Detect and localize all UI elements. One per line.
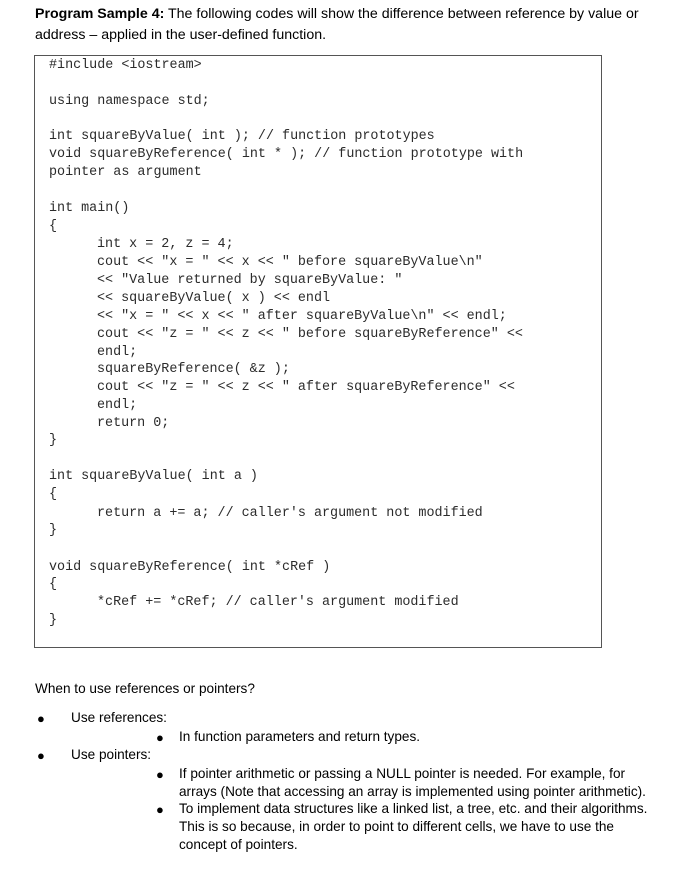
code-line: int x = 2, z = 4; <box>97 237 234 252</box>
code-line: *cRef += *cRef; // caller's argument modified <box>97 595 459 610</box>
heading-text: The following codes will show the difference between reference by value or address – applied in the user-defined function. <box>35 6 639 43</box>
use-references-label: Use references: <box>71 710 167 725</box>
code-line: } <box>49 523 58 538</box>
program-sample-heading <box>35 4 665 46</box>
code-line: using namespace std; <box>49 94 210 109</box>
references-item: In function parameters and return types. <box>179 729 421 744</box>
code-line: pointer as argument <box>49 165 202 180</box>
code-line: void squareByReference( int * ); // function prototype with <box>49 147 524 162</box>
heading-label: Program Sample 4: <box>35 6 165 22</box>
bullet-icon: ● <box>156 730 164 745</box>
code-line: int main() <box>49 201 130 216</box>
code-line: { <box>49 219 58 234</box>
bullet-icon: ● <box>37 748 45 763</box>
code-line: { <box>49 487 58 502</box>
code-line: int squareByValue( int ); // function prototypes <box>49 129 435 144</box>
code-line: endl; <box>97 398 138 413</box>
code-line: endl; <box>97 345 138 360</box>
code-line: cout << "z = " << z << " after squareByReference" << <box>97 380 515 395</box>
use-pointers-label: Use pointers: <box>71 747 152 762</box>
code-line: return a += a; // caller's argument not modified <box>97 506 483 521</box>
code-line: squareByReference( &z ); <box>97 362 290 377</box>
code-line: { <box>49 577 58 592</box>
bullet-icon: ● <box>156 802 164 817</box>
code-line: << squareByValue( x ) << endl <box>97 291 331 306</box>
pointers-item: To implement data structures like a linked list, a tree, etc. and their algorithms. This is so because, in order to point to different cells, we have to use the concept of pointers. <box>179 801 648 852</box>
question-text: When to use references or pointers? <box>35 681 255 696</box>
pointers-item: If pointer arithmetic or passing a NULL pointer is needed. For example, for arrays (Note that accessing an array is implemented using pointer arithmetic). <box>179 766 646 799</box>
code-line: void squareByReference( int *cRef ) <box>49 560 331 575</box>
code-line: return 0; <box>97 416 170 431</box>
code-line: #include <iostream> <box>49 58 202 73</box>
code-line: << "x = " << x << " after squareByValue\n" << endl; <box>97 309 507 324</box>
code-line: << "Value returned by squareByValue: " <box>97 273 403 288</box>
code-line: cout << "x = " << x << " before squareByValue\n" <box>97 255 483 270</box>
code-line: } <box>49 613 58 628</box>
bullet-icon: ● <box>156 767 164 782</box>
code-line: cout << "z = " << z << " before squareByReference" << <box>97 327 523 342</box>
bullet-icon: ● <box>37 711 45 726</box>
code-line: int squareByValue( int a ) <box>49 469 258 484</box>
code-line: } <box>49 433 58 448</box>
